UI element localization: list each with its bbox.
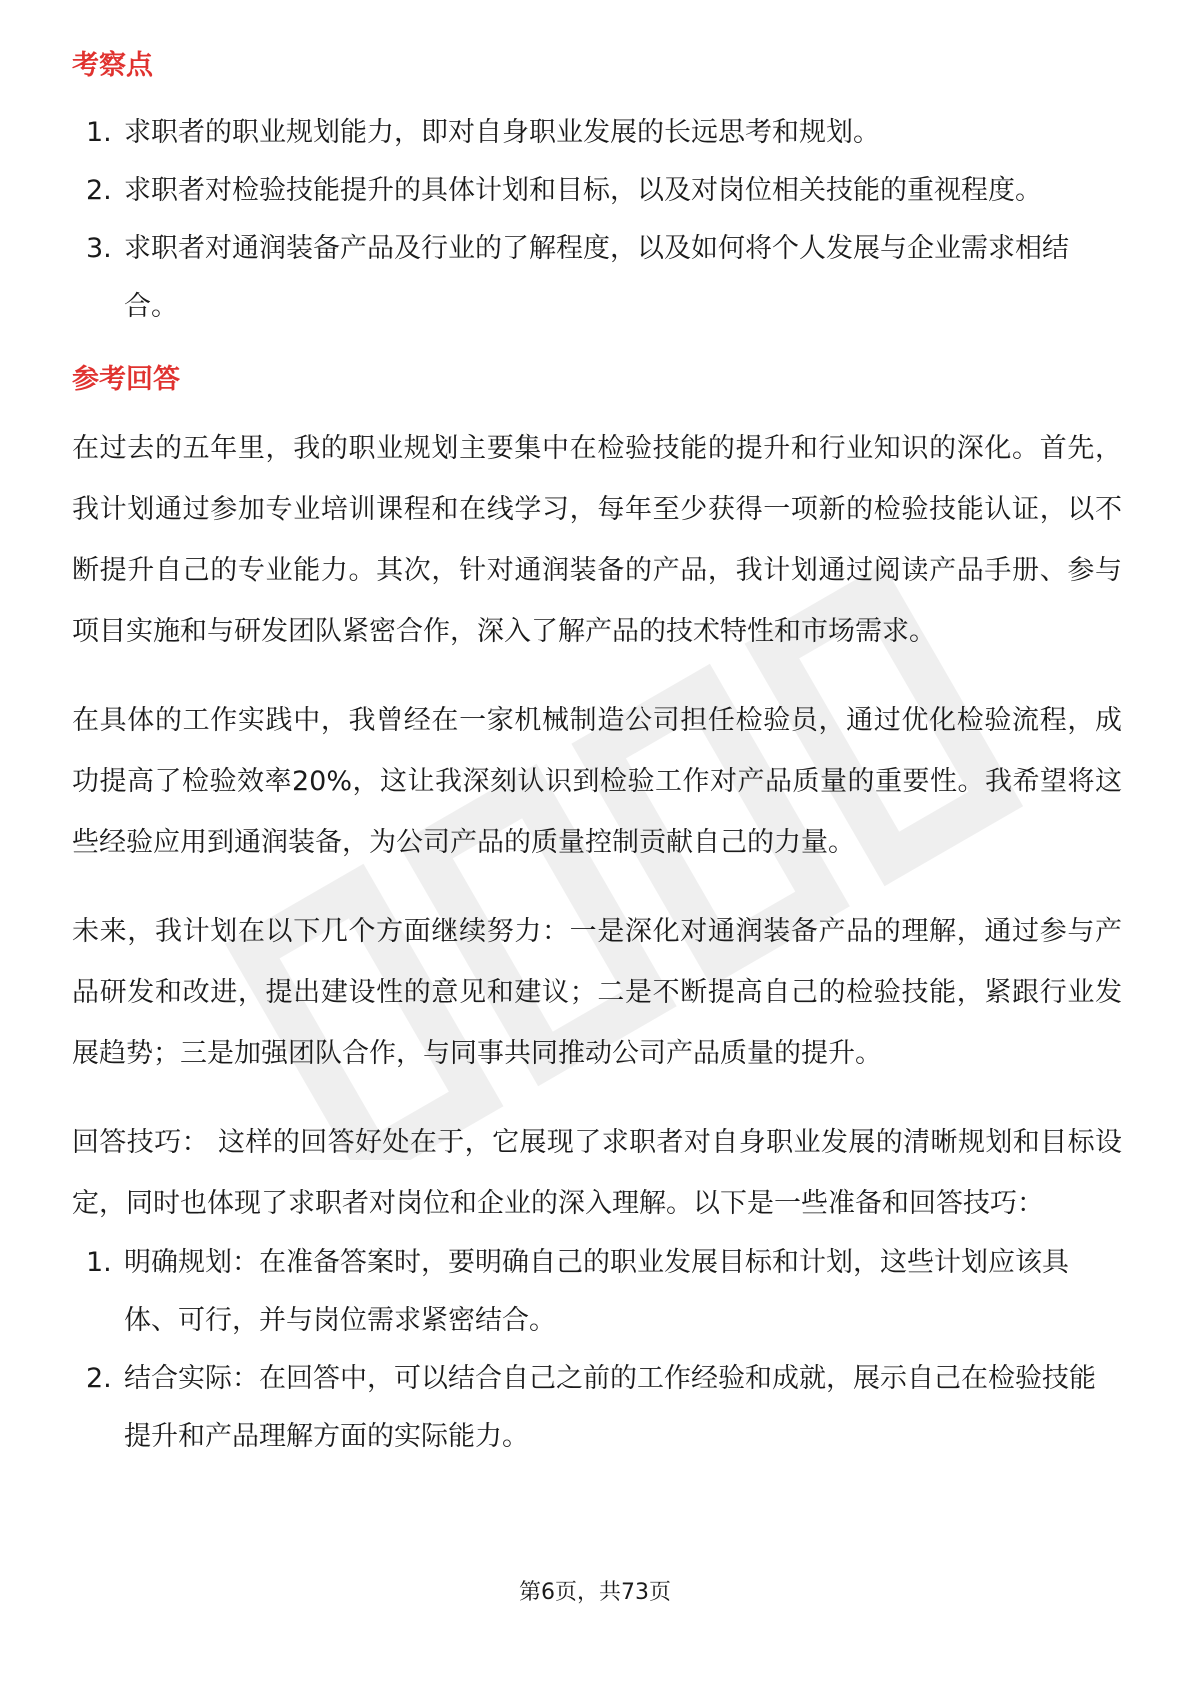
tips-list [72, 1234, 1122, 1466]
list-item-number: 2. [86, 1363, 112, 1394]
page-number-footer: 第6页，共73页 [519, 1580, 671, 1605]
list-item-text: 求职者对检验技能提升的具体计划和目标，以及对岗位相关技能的重视程度。 [124, 175, 1042, 206]
section-title-reference-answer: 参考回答 [72, 364, 180, 395]
answer-paragraph: 在具体的工作实践中，我曾经在一家机械制造公司担任检验员，通过优化检验流程，成功提高了检验效率20%，这让我深刻认识到检验工作对产品质量的重要性。我希望将这些经验应用到通润装备，为公司产品的质量控制贡献自己的力量。 [72, 705, 1122, 858]
list-item-text: 求职者对通润装备产品及行业的了解程度，以及如何将个人发展与企业需求相结合。 [124, 233, 1069, 322]
list-item-text: 明确规划：在准备答案时，要明确自己的职业发展目标和计划，这些计划应该具体、可行，并与岗位需求紧密结合。 [124, 1247, 1069, 1336]
list-item-text: 结合实际：在回答中，可以结合自己之前的工作经验和成就，展示自己在检验技能提升和产品理解方面的实际能力。 [124, 1363, 1096, 1452]
document-page [72, 44, 1122, 1466]
list-item [72, 1350, 1122, 1466]
list-item [72, 220, 1122, 336]
list-item [72, 104, 1122, 162]
list-item [72, 162, 1122, 220]
list-item-text: 求职者的职业规划能力，即对自身职业发展的长远思考和规划。 [124, 117, 880, 148]
exam-points-list [72, 104, 1122, 336]
answer-tips-paragraph: 回答技巧： 这样的回答好处在于，它展现了求职者对自身职业发展的清晰规划和目标设定，同时也体现了求职者对岗位和企业的深入理解。以下是一些准备和回答技巧： [72, 1127, 1122, 1219]
list-item-number: 1. [86, 1247, 112, 1278]
list-item-number: 2. [86, 175, 112, 206]
section-title-exam-points: 考察点 [72, 50, 153, 81]
list-item-number: 1. [86, 117, 112, 148]
list-item-number: 3. [86, 233, 112, 264]
answer-paragraph: 未来，我计划在以下几个方面继续努力：一是深化对通润装备产品的理解，通过参与产品研发和改进，提出建设性的意见和建议；二是不断提高自己的检验技能，紧跟行业发展趋势；三是加强团队合作，与同事共同推动公司产品质量的提升。 [72, 916, 1122, 1069]
answer-paragraph: 在过去的五年里，我的职业规划主要集中在检验技能的提升和行业知识的深化。首先，我计划通过参加专业培训课程和在线学习，每年至少获得一项新的检验技能认证，以不断提升自己的专业能力。其次，针对通润装备的产品，我计划通过阅读产品手册、参与项目实施和与研发团队紧密合作，深入了解产品的技术特性和市场需求。 [72, 433, 1122, 647]
list-item [72, 1234, 1122, 1350]
